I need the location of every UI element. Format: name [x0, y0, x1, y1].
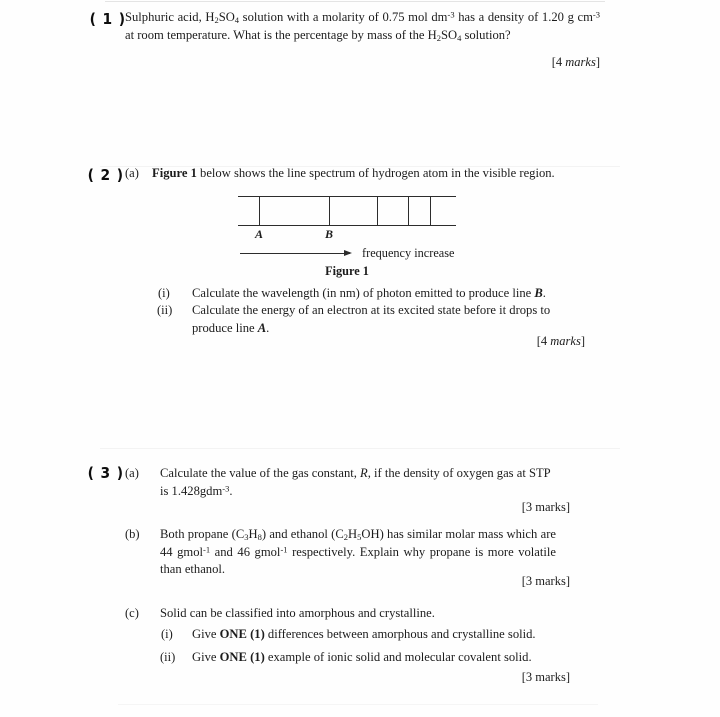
question-3c-i-label: (i)	[161, 627, 173, 641]
question-2a-i-label: (i)	[158, 286, 170, 300]
question-number-1: ( 1 )	[89, 10, 127, 28]
question-number-3: ( 3 )	[87, 464, 125, 482]
question-3c-marks: [3 marks]	[521, 670, 570, 684]
spectrum-band	[238, 196, 456, 226]
frequency-arrow-icon	[344, 250, 352, 256]
question-2-part-a-label: (a)	[125, 166, 139, 180]
question-2a-ii-label: (ii)	[157, 303, 173, 317]
question-3c-text: Solid can be classified into amorphous and crystalline.	[160, 606, 435, 620]
question-3-part-b-label: (b)	[125, 527, 140, 541]
question-3c-ii-text: Give ONE (1) example of ionic solid and molecular covalent solid.	[192, 650, 532, 664]
scan-artifact-lower	[100, 448, 620, 449]
question-3c-i-text: Give ONE (1) differences between amorphous and crystalline solid.	[192, 627, 536, 641]
question-2a-text: Figure 1 below shows the line spectrum of hydrogen atom in the visible region.	[152, 166, 555, 180]
question-3c-ii-label: (ii)	[160, 650, 176, 664]
question-3a-text: Calculate the value of the gas constant, R, if the density of oxygen gas at STP is 1.428gdm$^{-3}$.	[160, 466, 551, 498]
question-3-part-c-label: (c)	[125, 606, 139, 620]
spectral-line-label-a: A	[254, 227, 264, 241]
scan-artifact-top	[105, 1, 605, 2]
figure-1-caption: Figure 1	[325, 264, 369, 278]
question-1-marks: [4 marks]	[551, 55, 600, 69]
spectral-line-4	[408, 196, 409, 226]
question-number-2: ( 2 )	[87, 166, 125, 184]
question-2-marks: [4 marks]	[536, 334, 585, 348]
frequency-axis-label: frequency increase	[362, 246, 455, 260]
scan-artifact-bottom	[118, 704, 598, 705]
spectral-line-3	[377, 196, 378, 226]
figure-1-line-spectrum	[238, 196, 460, 280]
question-2a-ii-text: Calculate the energy of an electron at its excited state before it drops to produce line A.	[192, 303, 551, 335]
question-3b-marks: [3 marks]	[521, 574, 570, 588]
spectral-line-5	[430, 196, 431, 226]
question-3a-marks: [3 marks]	[521, 500, 570, 514]
spectrum-top-rule	[238, 196, 456, 197]
frequency-axis	[240, 246, 460, 262]
question-3-part-a-label: (a)	[125, 466, 139, 480]
spectral-line-a	[259, 196, 260, 226]
frequency-arrow-shaft	[240, 253, 350, 254]
spectral-line-b	[329, 196, 330, 226]
question-1-text: Sulphuric acid, $H_2SO_4$ solution with a molarity of 0.75 mol $dm^{-3}$ has a density of 1.20 g $cm^{-3}$ at room temperature. What is the percentage by mass of the $H_2SO_4$ solution?	[125, 9, 600, 43]
spectral-line-label-b: B	[324, 227, 334, 241]
question-3b-text: Both propane $(C_3H_8)$ and ethanol $(C_2H_5OH)$ has similar molar mass which are 44 gmol$^{-1}$ and 46 gmol$^{-1}$ respectively. Explain why propane is more volatile than ethanol.	[160, 527, 556, 577]
spectrum-bottom-rule	[238, 225, 456, 226]
question-2a-i-text: Calculate the wavelength (in nm) of photon emitted to produce line B.	[192, 286, 546, 300]
